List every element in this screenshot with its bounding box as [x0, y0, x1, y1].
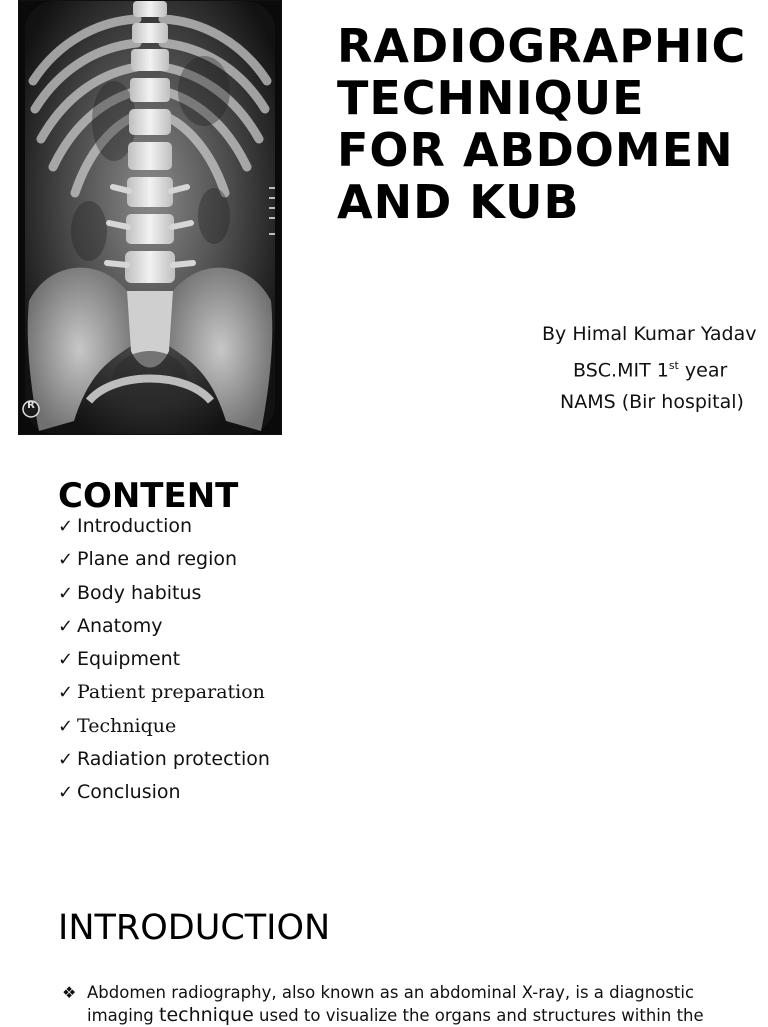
checkmark-icon: ✓	[58, 715, 74, 737]
course-prefix: BSC.MIT 1	[573, 359, 669, 382]
list-item	[58, 776, 270, 809]
checkmark-icon: ✓	[58, 516, 74, 537]
course-ordinal: st	[668, 359, 679, 372]
course-info	[520, 350, 768, 386]
list-item-label: Technique	[77, 714, 177, 737]
checkmark-icon: ✓	[58, 615, 74, 637]
checkmark-icon: ✓	[58, 549, 74, 571]
list-item-label: Body habitus	[77, 581, 202, 604]
list-item-label: Radiation protection	[77, 748, 270, 771]
list-item-label: Conclusion	[77, 781, 181, 804]
slide-title-line: TECHNIQUE	[337, 71, 645, 125]
slide-title	[337, 20, 762, 228]
list-item-label: Anatomy	[77, 614, 163, 637]
checkmark-icon: ✓	[58, 682, 74, 704]
list-item-label: Plane and region	[77, 548, 238, 571]
course-suffix: year	[678, 359, 728, 382]
introduction-text	[87, 982, 722, 1027]
content-list	[58, 510, 270, 810]
checkmark-icon: ✓	[58, 782, 74, 804]
checkmark-icon: ✓	[58, 582, 74, 604]
checkmark-icon: ✓	[58, 649, 74, 671]
slide-title-line: FOR ABDOMEN	[337, 123, 734, 177]
list-item	[58, 643, 270, 676]
content-heading: CONTENT	[58, 476, 239, 516]
list-item	[58, 543, 270, 576]
list-item	[58, 610, 270, 643]
list-item-label: Introduction	[77, 515, 193, 537]
introduction-text-part: used to visualize the organs and structures within the	[253, 1006, 704, 1025]
list-item	[58, 676, 270, 709]
checkmark-icon: ✓	[58, 749, 74, 771]
list-item-label: Equipment	[77, 648, 181, 671]
introduction-text-part: Abdomen radiography, also known as an abdominal X-ray, is a diagnostic imaging	[87, 983, 695, 1025]
introduction-paragraph	[62, 982, 722, 1027]
slide-title-line: AND KUB	[337, 175, 580, 229]
list-item	[58, 710, 270, 743]
byline	[520, 318, 768, 418]
abdomen-xray-image	[18, 0, 282, 435]
side-marker-label: R	[27, 400, 35, 411]
introduction-heading: INTRODUCTION	[58, 908, 331, 948]
institution: NAMS (Bir hospital)	[560, 391, 744, 414]
list-item	[58, 577, 270, 610]
list-item	[58, 510, 270, 543]
introduction-text-emphasis: technique	[159, 1004, 254, 1026]
slide-title-line: RADIOGRAPHIC	[337, 19, 747, 73]
author-name: By Himal Kumar Yadav	[542, 323, 757, 345]
list-item-label: Patient preparation	[77, 681, 265, 704]
diamond-bullet-icon: ❖	[62, 983, 77, 1002]
list-item	[58, 743, 270, 776]
